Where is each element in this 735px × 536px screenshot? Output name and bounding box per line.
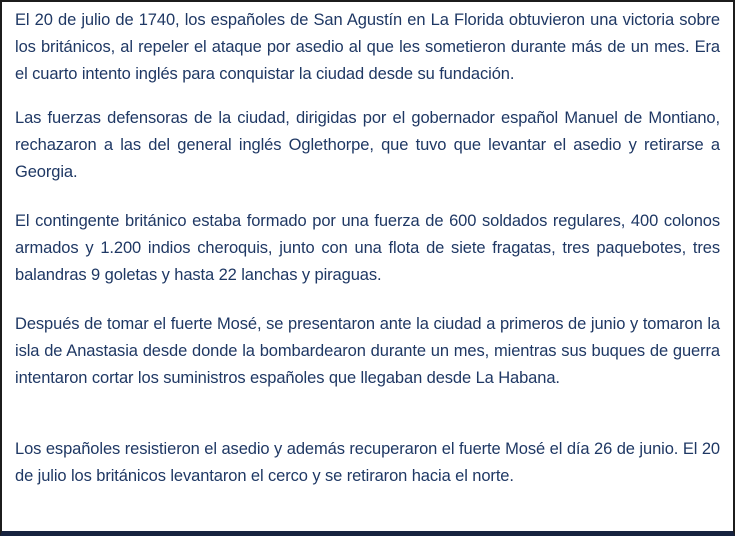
- paragraph-victory-summary: El 20 de julio de 1740, los españoles de San Agustín en La Florida obtuvieron una victoria sobre los británicos, al repeler el ataque por asedio al que les sometieron durante más de un mes. Era el cuarto intento inglés para conquistar la ciudad desde su fundación.: [15, 11, 720, 83]
- paragraph-defending-forces: Las fuerzas defensoras de la ciudad, dirigidas por el gobernador español Manuel de Montiano, rechazaron a las del general inglés Oglethorpe, que tuvo que levantar el asedio y retirarse a Georgia.: [15, 109, 720, 181]
- paragraph-british-contingent: El contingente británico estaba formado por una fuerza de 600 soldados regulares, 400 colonos armados y 1.200 indios cheroquis, junto con una flota de siete fragatas, tres paquebotes, tres balandras 9 goletas y hasta 22 lanchas y piraguas.: [15, 212, 720, 284]
- paragraph-outcome: Los españoles resistieron el asedio y además recuperaron el fuerte Mosé el día 26 de junio. El 20 de julio los británicos levantaron el cerco y se retiraron hacia el norte.: [15, 440, 720, 485]
- paragraph-siege-operations: Después de tomar el fuerte Mosé, se presentaron ante la ciudad a primeros de junio y tomaron la isla de Anastasia desde donde la bombardearon durante un mes, mientras sus buques de guerra intentaron cortar los suministros españoles que llegaban desde La Habana.: [15, 315, 720, 387]
